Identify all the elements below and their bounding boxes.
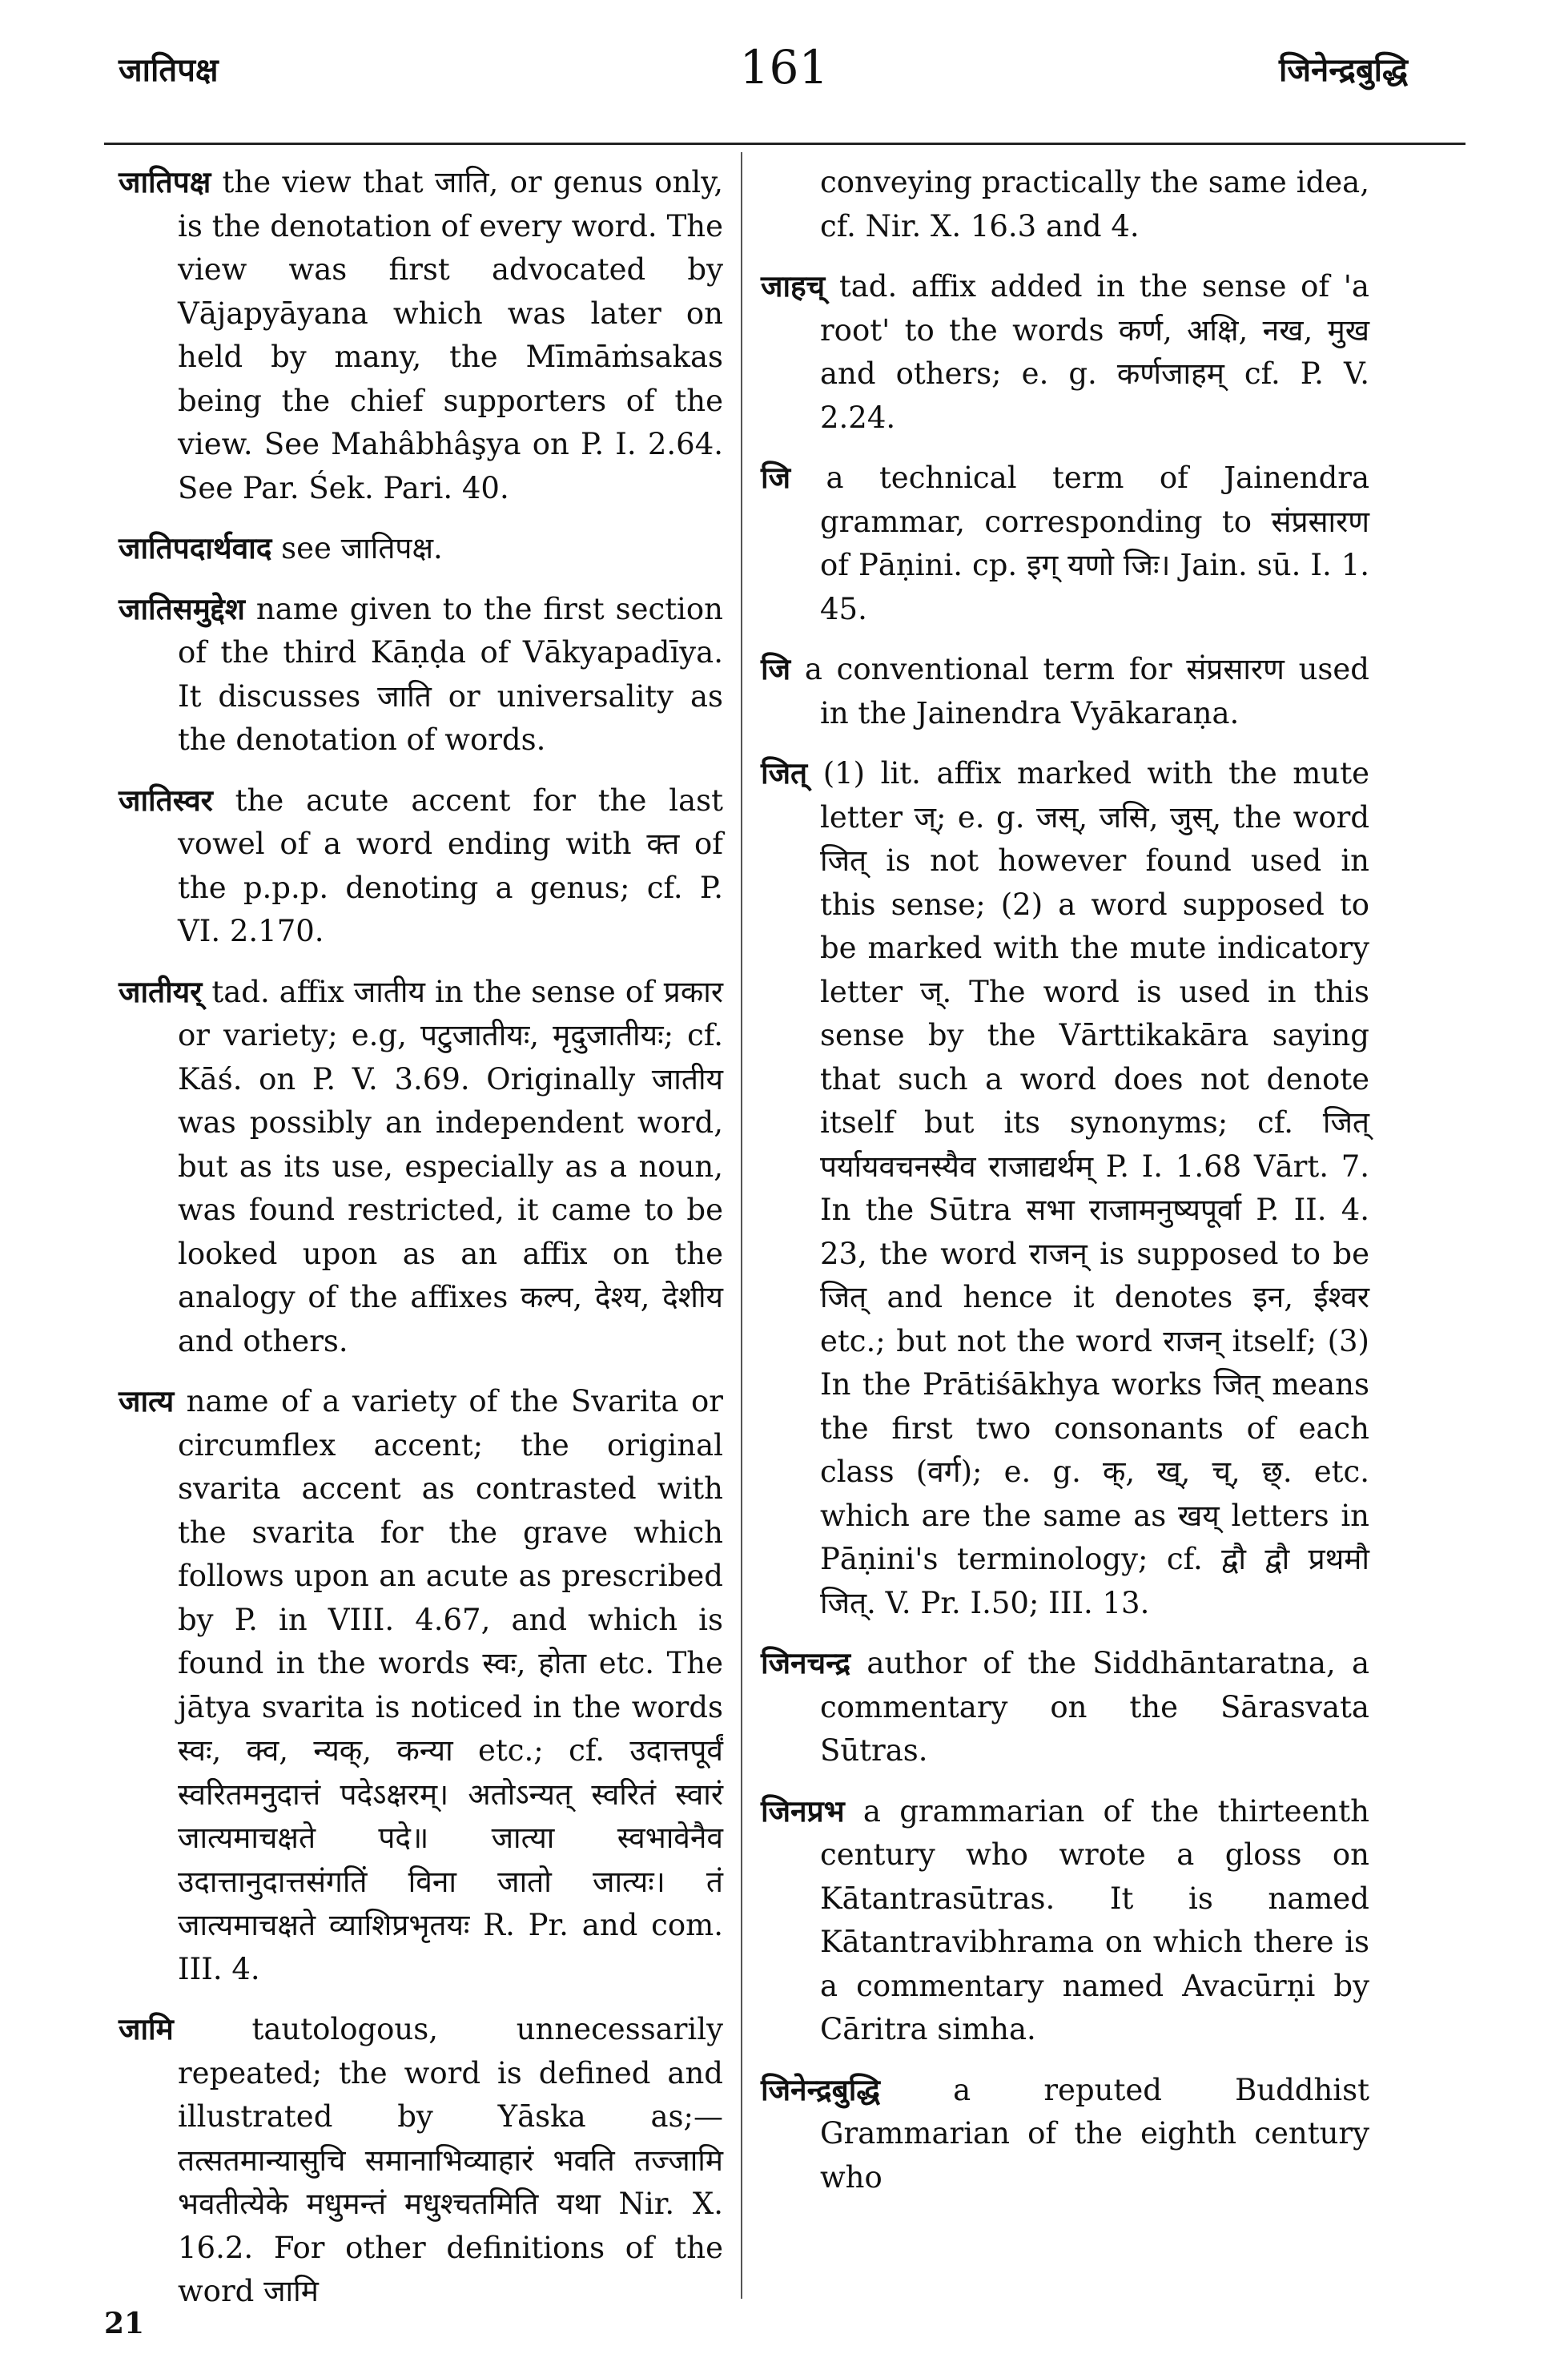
entry-headword: जातिस्वर <box>119 782 213 818</box>
dictionary-entry <box>761 751 1369 1625</box>
signature-number: 21 <box>104 2307 145 2340</box>
entry-definition: tad. affix added in the sense of 'a root' to the words कर्ण, अक्षि, नख, मुख and others; e. g. कर्णजाहम् cf. P. V. 2.24. <box>820 269 1369 435</box>
entry-definition: tad. affix जातीय in the sense of प्रकार or variety; e.g, पटुजातीयः, मृदुजातीयः; cf. Kāś. on P. V. 3.69. Originally जातीय was possibly an independent word, but as its use, especially as a noun, was found restricted, it came to be looked upon as an affix on the analogy of the affixes कल्प, देश्य, देशीय and others. <box>178 974 723 1358</box>
dictionary-entry <box>119 526 723 571</box>
entry-headword: जिनचन्द्र <box>761 1645 851 1680</box>
dictionary-entry <box>119 587 723 763</box>
entry-headword: जातिपदार्थवाद <box>119 530 272 565</box>
dictionary-entry <box>761 456 1369 631</box>
dictionary-entry <box>761 2068 1369 2200</box>
right-column <box>761 160 1369 2215</box>
running-head-left: जातिपक्ष <box>119 51 219 89</box>
dictionary-entry-continued <box>761 160 1369 248</box>
dictionary-entry <box>761 1641 1369 1773</box>
entry-definition: (1) lit. affix marked with the mute letter ज्; e. g. जस्, जसि, जुस्, the word जित् is not however found used in this sense; (2) a word supposed to be marked with the mute indicatory letter ज्. The word is used in this sense by the Vārttikakāra saying that such a word does not denote itself but its synonyms; cf. जित् पर्यायवचनस्यैव राजाद्यर्थम् P. I. 1.68 Vārt. 7. In the Sūtra सभा राजामनुष्यपूर्वा P. II. 4. 23, the word राजन् is supposed to be जित् and hence it denotes इन, ईश्वर etc.; but not the word राजन् itself; (3) In the Prātiśākhya works जित् means the first two consonants of each class (वर्ग); e. g. क्, ख्, च्, छ्. etc. which are the same as खय् letters in Pāṇini's terminology; cf. द्वौ द्वौ प्रथमौ जित्. V. Pr. I.50; III. 13. <box>820 756 1369 1620</box>
dictionary-entry <box>761 264 1369 440</box>
entry-headword: जाहच् <box>761 268 826 304</box>
dictionary-entry <box>119 2007 723 2314</box>
entry-headword: जिनप्रभ <box>761 1793 845 1829</box>
entry-definition: see जातिपक्ष. <box>281 531 443 565</box>
dictionary-entry <box>119 970 723 1364</box>
entry-headword: जामि <box>119 2011 174 2046</box>
entry-definition: author of the Siddhāntaratna, a commentary on the Sārasvata Sūtras. <box>820 1646 1369 1768</box>
entry-headword: जित् <box>761 755 808 791</box>
dictionary-entry <box>119 160 723 510</box>
entry-headword: जिनेन्द्रबुद्धि <box>761 2071 880 2107</box>
entry-definition: conveying practically the same idea, cf. Nir. X. 16.3 and 4. <box>820 165 1369 243</box>
entry-headword: जि <box>761 460 791 495</box>
entry-headword: जातिसमुद्देश <box>119 590 245 626</box>
header-rule <box>104 143 1465 145</box>
entry-definition: a technical term of Jainendra grammar, corresponding to संप्रसारण of Pāṇini. cp. इग् यणो जिः। Jain. sū. I. 1. 45. <box>820 461 1369 626</box>
entry-definition: the view that जाति, or genus only, is the denotation of every word. The view was first advocated by Vājapyāyana which was later on held by many, the Mīmāṁsakas being the chief supporters of the view. See Mahâbhâşya on P. I. 2.64. See Par. Śek. Pari. 40. <box>178 165 723 505</box>
dictionary-entry <box>761 647 1369 735</box>
entry-definition: a conventional term for संप्रसारण used in the Jainendra Vyākaraṇa. <box>804 652 1369 730</box>
dictionary-entry <box>119 1379 723 1991</box>
entry-headword: जि <box>761 651 791 686</box>
dictionary-entry <box>761 1789 1369 2052</box>
column-divider <box>741 152 742 2299</box>
left-column <box>119 160 723 2330</box>
dictionary-entry <box>119 779 723 954</box>
entry-headword: जातिपक्ष <box>119 164 211 199</box>
entry-headword: जातीयर् <box>119 973 203 1009</box>
entry-headword: जात्य <box>119 1383 175 1418</box>
page-number: 161 <box>739 40 829 95</box>
entry-definition: name of a variety of the Svarita or circumflex accent; the original svarita accent as contrasted with the svarita for the grave which follows upon an acute as prescribed by P. in VIII. 4.67, and which is found in the words स्वः, होता etc. The jātya svarita is noticed in the words स्वः, क्व, न्यक्, कन्या etc.; cf. उदात्तपूर्वं स्वरितमनुदात्तं पदेऽक्षरम्। अतोऽन्यत् स्वरितं स्वारं जात्यमाचक्षते पदे॥ जात्या स्वभावेनैव उदात्तानुदात्तसंगतिं विना जातो जात्यः। तं जात्यमाचक्षते व्याशिप्रभृतयः R. Pr. and com. III. 4. <box>178 1384 723 1986</box>
entry-definition: a grammarian of the thirteenth century who wrote a gloss on Kātantrasūtras. It is named Kātantravibhrama on which there is a commentary named Avacūrṇi by Cāritra simha. <box>820 1793 1369 2046</box>
entry-definition: a reputed Buddhist Grammarian of the eighth century who <box>820 2072 1369 2195</box>
running-head-right: जिनेन्द्रबुद्धि <box>1279 51 1408 89</box>
entry-definition: the acute accent for the last vowel of a word ending with क्त of the p.p.p. denoting a genus; cf. P. VI. 2.170. <box>178 783 723 948</box>
entry-definition: name given to the first section of the third Kāṇḍa of Vākyapadīya. It discusses जाति or universality as the denotation of words. <box>178 591 723 757</box>
entry-definition: tautologous, unnecessarily repeated; the word is defined and illustrated by Yāska as;—तत्सतमान्यासुचि समानाभिव्याहारं भवति तज्जामि भवतीत्येके मधुमन्तं मधुश्चतमिति यथा Nir. X. 16.2. For other definitions of the word जामि <box>178 2012 723 2308</box>
